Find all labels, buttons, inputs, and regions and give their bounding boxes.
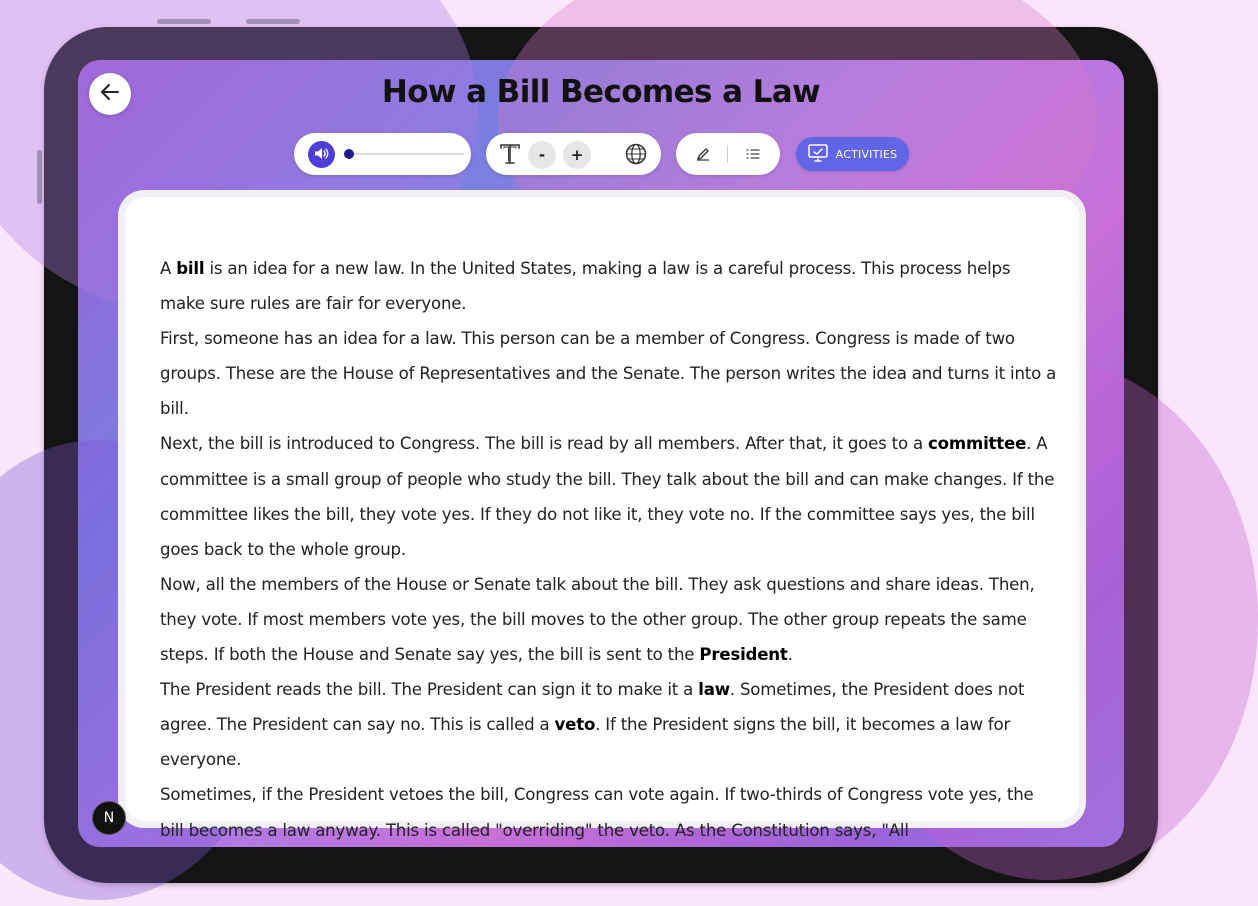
page-title: How a Bill Becomes a Law [381,74,821,110]
list-icon[interactable] [746,148,760,160]
increase-text-size-button[interactable]: + [563,141,591,169]
vocabulary-term[interactable]: veto [554,715,596,735]
paragraph-text: The President reads the bill. The President can sign it to make it a [160,680,699,700]
text-settings-toolbar [486,133,661,175]
paragraph-text: A [160,259,177,278]
vocabulary-term[interactable]: bill [176,259,205,278]
audio-player [294,133,471,175]
audio-progress-handle[interactable] [344,149,354,159]
article-paragraph [160,672,1060,777]
article-paragraph [160,777,1060,847]
audio-progress-track[interactable] [348,153,464,155]
annotation-toolbar [676,133,780,175]
article-card [125,197,1079,840]
paragraph-text: is an idea for a new law. In the United States, making a law is a careful process. This process helps make sure rules are fair for everyone. [160,259,1011,314]
tablet-device [44,27,1158,883]
paragraph-text: . If the President signs the bill, it becomes a law for everyone. [160,715,1011,770]
reader-panel [118,190,1086,840]
vocabulary-term[interactable]: President [699,645,788,665]
vocabulary-term[interactable]: law [698,680,730,700]
article-paragraph [160,426,1060,566]
app-screen [78,60,1124,847]
monitor-icon [808,144,828,165]
paragraph-text: Next, the bill is introduced to Congress. The bill is read by all members. After that, it goes to a [160,434,929,454]
paragraph-text: Now, all the members of the House or Senate talk about the bill. They ask questions and share ideas. Then, they vote. If most members vote yes, the bill moves to the other group. The other group repeats the same steps. If both the House and Senate say yes, the bill is sent to the [160,574,1035,665]
activities-button[interactable] [796,137,909,171]
paragraph-text: . [787,645,793,665]
article-paragraph [160,321,1060,426]
globe-icon[interactable] [625,143,647,165]
article-paragraph [160,251,1060,321]
paragraph-text: . Sometimes, the President does not agree. The President can say no. This is called a [160,680,1025,735]
activities-label: ACTIVITIES [835,147,898,161]
vocabulary-term[interactable]: committee [928,434,1027,454]
toolbar-divider [727,145,728,163]
paragraph-text: . A committee is a small group of people who study the bill. They talk about the bill and can make changes. If the committee likes the bill, they vote yes. If they do not like it, they vote no. If the committee says yes, the bill goes back to the whole group. [160,434,1055,559]
article-text [160,251,1060,848]
pencil-icon[interactable] [696,147,710,161]
text-format-icon[interactable] [498,143,522,165]
decrease-text-size-button[interactable]: - [528,141,556,169]
article-paragraph [160,567,1060,672]
paragraph-text: First, someone has an idea for a law. This person can be a member of Congress. Congress is made of two groups. These are the House of Representatives and the Senate. The person writes the idea and turns it into a bill. [160,329,1057,419]
speaker-icon [314,145,329,164]
play-audio-button[interactable] [308,141,335,168]
nextjs-badge[interactable]: N [92,801,126,835]
paragraph-text: Sometimes, if the President vetoes the bill, Congress can vote again. If two-thirds of Congress vote yes, the bill becomes a law anyway. This is called "overriding" the veto. As the Constitution says, "All [160,785,1034,840]
